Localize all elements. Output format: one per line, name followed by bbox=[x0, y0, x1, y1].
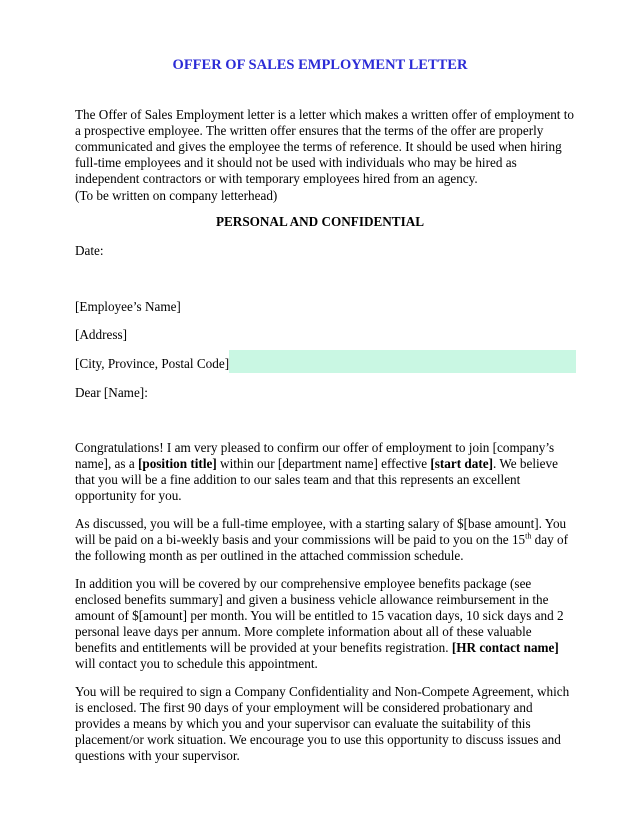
salutation: Dear [Name]: bbox=[75, 385, 148, 400]
paragraph-benefits: In addition you will be covered by our comprehensive employee benefits package (see enclosed benefits summary] and given a business vehicle allowance reimbursement in the amount of $[amount] per month. You will be entitled to 15 vacation days, 10 sick days and 2 personal leave days per annum. More complete information about all of these valuable benefits and entitlements will be provided at your benefits registration. [HR contact name] will contact you to schedule this appointment. bbox=[75, 576, 564, 671]
paragraph-congratulations: Congratulations! I am very pleased to confirm our offer of employment to join [company’s name], as a [position title] within our [department name] effective [start date]. We believe that you will be a fine addition to our sales team and that this represents an excellent opportunity for you. bbox=[75, 440, 558, 503]
page-title: OFFER OF SALES EMPLOYMENT LETTER bbox=[172, 57, 468, 73]
confidential-heading: PERSONAL AND CONFIDENTIAL bbox=[215, 214, 425, 229]
intro-paragraph: The Offer of Sales Employment letter is a letter which makes a written offer of employment to a prospective employee. The written offer ensures that the terms of the offer are properly communicated and gives the employee the terms of reference. It should be used when hiring full-time employees and it should not be used with individuals who may be hired as independent contractors or with temporary employees hired from an agency. bbox=[75, 107, 575, 186]
date-label: Date: bbox=[75, 243, 104, 258]
city-line-highlight bbox=[229, 350, 576, 373]
address-placeholder: [Address] bbox=[75, 327, 128, 342]
paragraph-salary: As discussed, you will be a full-time employee, with a starting salary of $[base amount]. You will be paid on a bi-weekly basis and your commissions will be paid to you on the 15th day of the following month as per outlined in the attached commission schedule. bbox=[75, 516, 568, 563]
employee-name-placeholder: [Employee’s Name] bbox=[75, 299, 181, 314]
paragraph-confidentiality: You will be required to sign a Company Confidentiality and Non-Compete Agreement, which is enclosed. The first 90 days of your employment will be considered probationary and provides a means by which you and your supervisor can evaluate the suitability of this placement/or work situation. We encourage you to use this opportunity to discuss issues and questions with your supervisor. bbox=[75, 684, 570, 763]
city-province-postal-placeholder: [City, Province, Postal Code] bbox=[75, 356, 230, 371]
letterhead-note: (To be written on company letterhead) bbox=[75, 188, 278, 203]
